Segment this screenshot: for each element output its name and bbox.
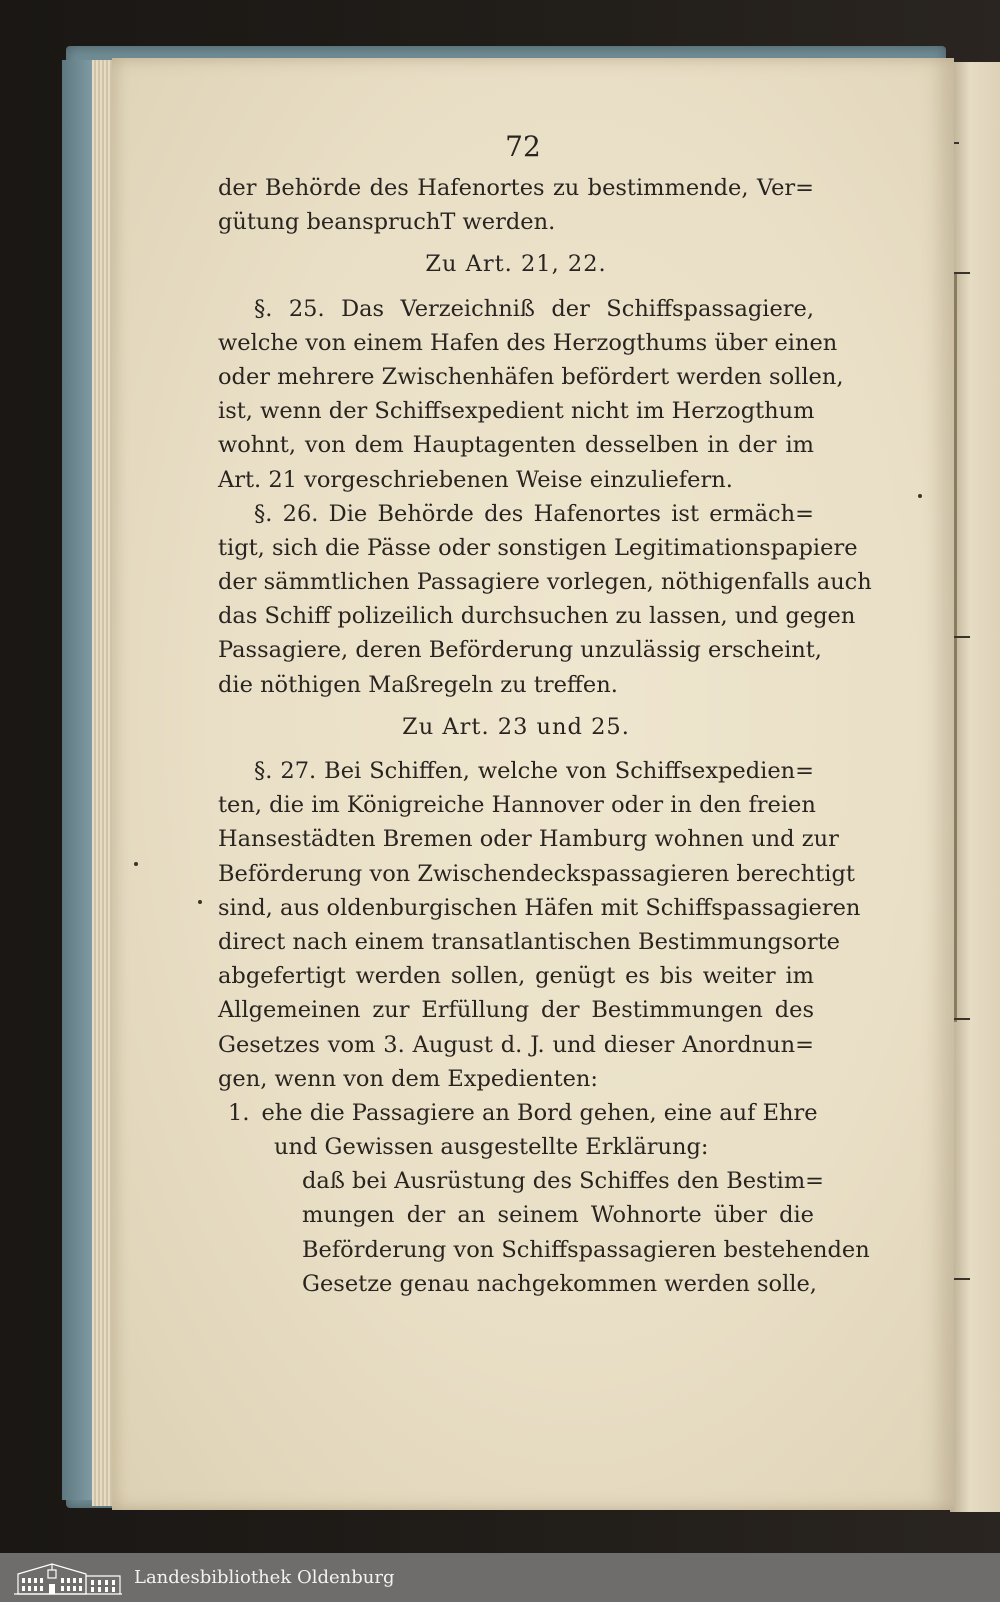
- text-line: Allgemeinen zur Erfüllung der Bestimmungen des: [218, 997, 814, 1024]
- list-item-number: 1.: [228, 1099, 250, 1126]
- list-item-continuation: und Gewissen ausgestellte Erklärung:: [274, 1134, 709, 1161]
- text-line: der Behörde des Hafenortes zu bestimmende, Ver=: [218, 175, 814, 201]
- text-line: Hansestädten Bremen oder Hamburg wohnen und zur: [218, 826, 839, 853]
- paragraph-start-line: §. 26. Die Behörde des Hafenortes ist ermäch=: [254, 500, 814, 527]
- cover-spine-edge: [62, 60, 92, 1500]
- text-line: gen, wenn von dem Expedienten:: [218, 1065, 598, 1092]
- text-line: Passagiere, deren Beförderung unzulässig erscheint,: [218, 637, 822, 664]
- text-line: ist, wenn der Schiffsexpedient nicht im Herzogthum: [218, 398, 815, 425]
- text-line: Art. 21 vorgeschriebenen Weise einzuliefern.: [218, 466, 733, 493]
- library-name: Landesbibliothek Oldenburg: [134, 1567, 395, 1588]
- text-line: Gesetzes vom 3. August d. J. und dieser Anordnun=: [218, 1031, 814, 1058]
- text-line: gütung beanspruchT werden.: [218, 209, 556, 236]
- text-line: tigt, sich die Pässe oder sonstigen Legitimationspapiere: [218, 534, 858, 561]
- indented-line: Beförderung von Schiffspassagieren bestehenden: [302, 1236, 870, 1263]
- list-item-text: ehe die Passagiere an Bord gehen, eine auf Ehre: [261, 1099, 818, 1126]
- text-line: wohnt, von dem Hauptagenten desselben in der im: [218, 432, 814, 459]
- text-line: der sämmtlichen Passagiere vorlegen, nöthigenfalls auch: [218, 569, 872, 596]
- page-number: 72: [505, 130, 541, 163]
- page-stack: [92, 60, 112, 1506]
- paragraph-start-line: §. 25. Das Verzeichniß der Schiffspassagiere,: [254, 295, 814, 322]
- ink-speck: [134, 862, 138, 866]
- text-line: das Schiff polizeilich durchsuchen zu lassen, und gegen: [218, 603, 856, 630]
- indented-line: daß bei Ausrüstung des Schiffes den Bestim=: [302, 1168, 825, 1195]
- indented-line: mungen der an seinem Wohnorte über die: [302, 1202, 814, 1229]
- section-heading: Zu Art. 21, 22.: [425, 251, 607, 278]
- adjacent-page: [950, 62, 1000, 1512]
- section-heading: Zu Art. 23 und 25.: [402, 713, 630, 740]
- ink-speck: [198, 900, 202, 904]
- list-item: [218, 1096, 818, 1130]
- library-building-logo: [12, 1560, 124, 1596]
- page-text: [218, 125, 872, 1301]
- text-line: abgefertigt werden sollen, genügt es bis weiter im: [218, 963, 814, 990]
- indented-line: Gesetze genau nachgekommen werden solle,: [302, 1270, 817, 1297]
- text-line: sind, aus oldenburgischen Häfen mit Schiffspassagieren: [218, 894, 861, 921]
- text-line: direct nach einem transatlantischen Bestimmungsorte: [218, 928, 840, 955]
- ink-speck: [918, 494, 922, 498]
- text-line: welche von einem Hafen des Herzogthums über einen: [218, 329, 838, 356]
- text-line: oder mehrere Zwischenhäfen befördert werden sollen,: [218, 363, 844, 390]
- library-footer: [0, 1553, 1000, 1602]
- text-line: Beförderung von Zwischendeckspassagieren berechtigt: [218, 860, 855, 887]
- text-line: die nöthigen Maßregeln zu treffen.: [218, 671, 618, 698]
- text-line: ten, die im Königreiche Hannover oder in den freien: [218, 792, 816, 819]
- paragraph-start-line: §. 27. Bei Schiffen, welche von Schiffsexpedien=: [254, 758, 814, 784]
